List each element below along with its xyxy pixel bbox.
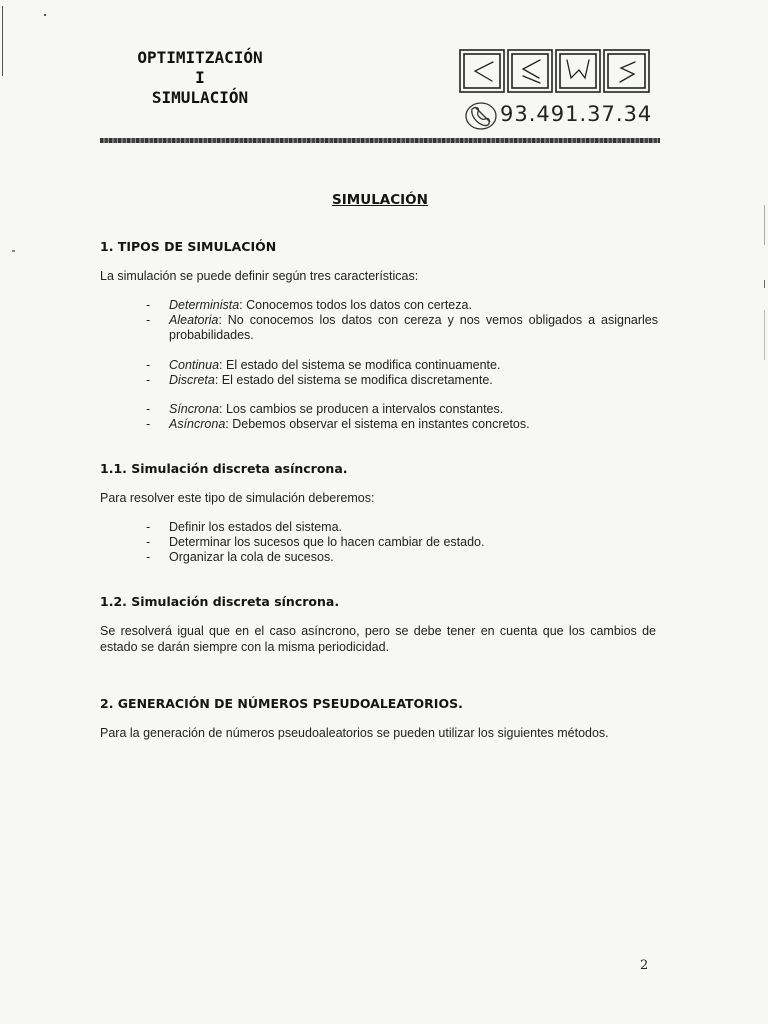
- definition: : Los cambios se producen a intervalos constantes.: [219, 402, 504, 416]
- list-item: - Definir los estados del sistema.: [146, 520, 658, 535]
- paragraph: Para resolver este tipo de simulación deberemos:: [100, 491, 375, 505]
- definition: : Conocemos todos los datos con certeza.: [239, 298, 472, 312]
- list-item: - Determinar los sucesos que lo hacen cambiar de estado.: [146, 535, 658, 550]
- list-item: [146, 417, 658, 432]
- list-item: [146, 402, 658, 417]
- list-types-group-2: [146, 358, 658, 388]
- term: Continua: [169, 358, 220, 372]
- main-title: SIMULACIÓN: [332, 192, 428, 208]
- scan-edge-mark: [2, 6, 3, 76]
- section-heading: 2. GENERACIÓN DE NÚMEROS PSEUDOALEATORIOS.: [100, 696, 463, 711]
- academy-logo: [459, 48, 651, 96]
- list-item: [146, 313, 658, 343]
- list-item: [146, 373, 658, 388]
- paragraph: Se resolverá igual que en el caso asíncrono, pero se debe tener en cuenta que los cambios de estado se darán siempre con la misma periodicidad.: [100, 624, 656, 654]
- title-line: I: [195, 68, 205, 87]
- subsection-heading: 1.2. Simulación discreta síncrona.: [100, 594, 340, 609]
- term: Asíncrona: [169, 417, 226, 431]
- list-item: - Organizar la cola de sucesos.: [146, 550, 658, 565]
- definition: : No conocemos los datos con cereza y nos vemos obligados a asignarles probabilidades.: [169, 313, 658, 342]
- list-types-group-1: [146, 298, 658, 343]
- definition: : Debemos observar el sistema en instantes concretos.: [225, 417, 530, 431]
- phone-contact: [462, 100, 662, 134]
- header-divider: [100, 138, 660, 143]
- list-item: [146, 298, 658, 313]
- paragraph: Para la generación de números pseudoaleatorios se pueden utilizar los siguientes métodos.: [100, 726, 609, 740]
- term: Determinista: [169, 298, 240, 312]
- document-header-title: [100, 48, 300, 108]
- term: Aleatoria: [169, 313, 219, 327]
- list-types-group-3: [146, 402, 658, 432]
- phone-number: 93.491.37.34: [500, 102, 653, 126]
- definition: : El estado del sistema se modifica discretamente.: [214, 373, 493, 387]
- page-number: 2: [640, 958, 649, 973]
- title-line: OPTIMITZACIÓN: [137, 48, 263, 67]
- term: Síncrona: [169, 402, 220, 416]
- list-steps: [146, 520, 658, 565]
- scan-edge-mark: [764, 280, 765, 288]
- academy-logo-boxes: [459, 48, 651, 96]
- scan-edge-mark: [764, 310, 765, 360]
- phone-handset-icon: [462, 100, 500, 132]
- scan-dot: [44, 14, 46, 16]
- definition: : El estado del sistema se modifica continuamente.: [219, 358, 501, 372]
- list-item: [146, 358, 658, 373]
- paragraph: La simulación se puede definir según tres características:: [100, 269, 419, 283]
- scan-edge-mark: [764, 205, 765, 245]
- title-line: SIMULACIÓN: [151, 88, 249, 107]
- term: Discreta: [169, 373, 215, 387]
- subsection-heading: 1.1. Simulación discreta asíncrona.: [100, 461, 348, 476]
- scan-dot: [12, 250, 15, 252]
- section-heading: 1. TIPOS DE SIMULACIÓN: [100, 239, 277, 254]
